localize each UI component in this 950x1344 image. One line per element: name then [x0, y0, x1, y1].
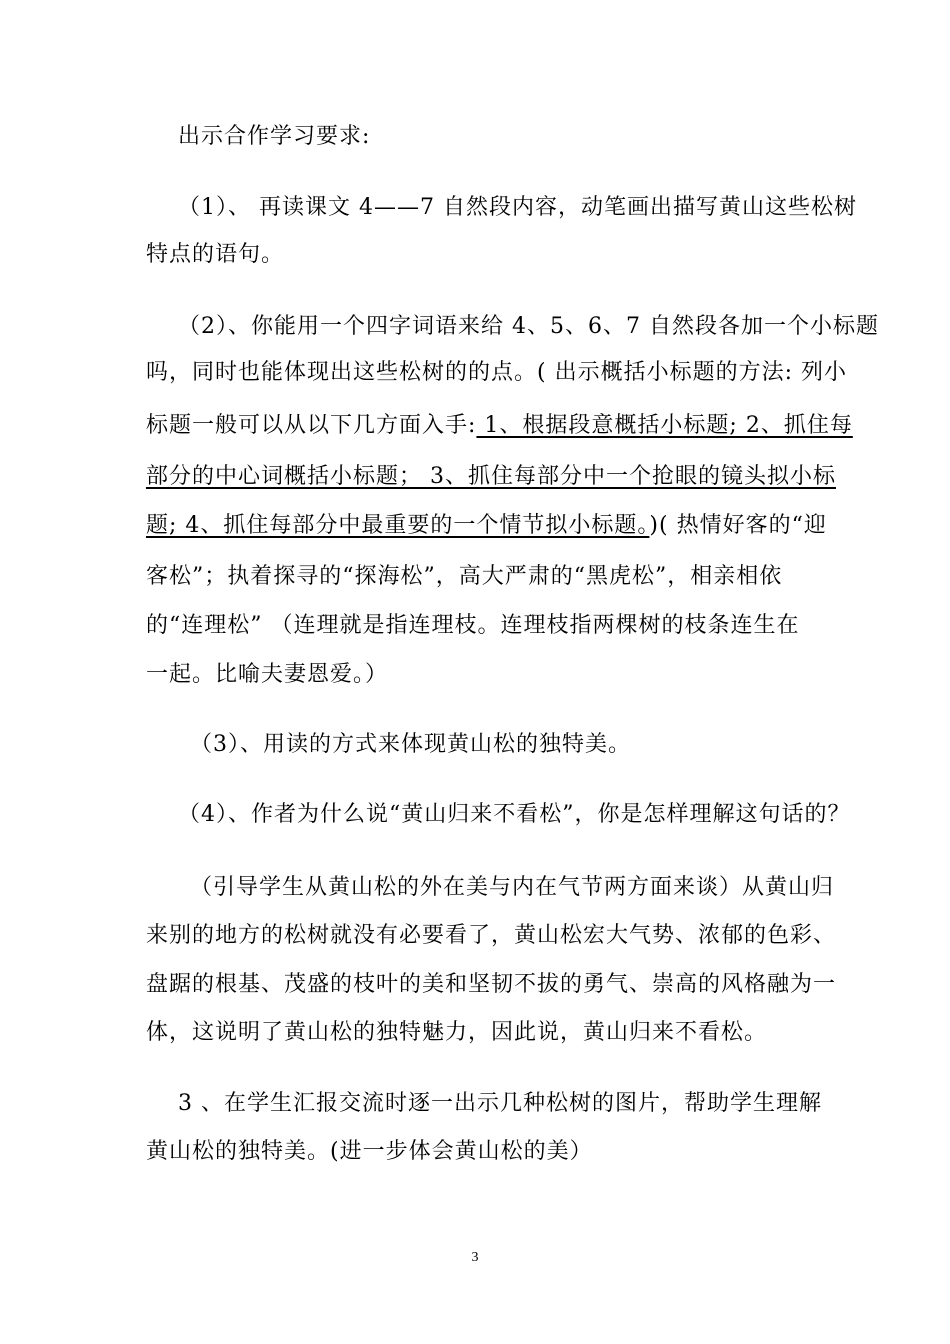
item-2-line-2: 吗，同时也能体现出这些松树的的点。( 出示概括小标题的方法: 列小 [146, 360, 847, 385]
step-3-line-2: 黄山松的独特美。(进一步体会黄山松的美） [146, 1139, 593, 1164]
item-2-line-8: 一起。比喻夫妻恩爱。） [146, 662, 389, 687]
item-4: （4）、作者为什么说“黄山归来不看松”，你是怎样理解这句话的？ [178, 802, 851, 827]
page-number: 3 [471, 1250, 479, 1265]
item-2-line-3 [146, 411, 853, 441]
answer-line-2: 来别的地方的松树就没有必要看了，黄山松宏大气势、浓郁的色彩、 [146, 923, 837, 948]
item-2-line-5 [146, 511, 826, 541]
section-heading: 出示合作学习要求: [178, 124, 371, 149]
answer-line-4: 体，这说明了黄山松的独特魅力，因此说，黄山归来不看松。 [146, 1020, 768, 1045]
step-3-line-1: 3 、在学生汇报交流时逐一出示几种松树的图片，帮助学生理解 [178, 1091, 822, 1116]
item-2-line-3-text: 标题一般可以从以下几方面入手: [146, 413, 477, 438]
item-2-line-7: 的“连理松” （连理就是指连理枝。连理枝指两棵树的枝条连生在 [146, 613, 800, 638]
answer-line-3: 盘踞的根基、茂盛的枝叶的美和坚韧不拔的勇气、崇高的风格融为一 [146, 972, 837, 997]
item-2-line-1: （2）、你能用一个四字词语来给 4、5、6、7 自然段各加一个小标题 [178, 314, 879, 339]
item-1-line-1: （1）、 再读课文 4——7 自然段内容，动笔画出描写黄山这些松树 [178, 195, 857, 220]
answer-line-1: （引导学生从黄山松的外在美与内在气节两方面来谈）从黄山归 [190, 875, 835, 900]
underlined-method-line: 部分的中心词概括小标题； 3、抓住每部分中一个抢眼的镜头拟小标 [146, 464, 836, 489]
underlined-method-text: 1、根据段意概括小标题; 2、抓住每 [476, 413, 853, 438]
underlined-method-end: 题; 4、抓住每部分中最重要的一个情节拟小标题。 [146, 513, 650, 538]
item-1-line-2: 特点的语句。 [146, 242, 285, 267]
item-2-line-6: 客松”；执着探寻的“探海松”，高大严肃的“黑虎松”，相亲相依 [146, 564, 783, 589]
item-2-line-5-text: )( 热情好客的“迎 [649, 513, 827, 538]
item-3: （3）、用读的方式来体现黄山松的独特美。 [190, 732, 631, 757]
